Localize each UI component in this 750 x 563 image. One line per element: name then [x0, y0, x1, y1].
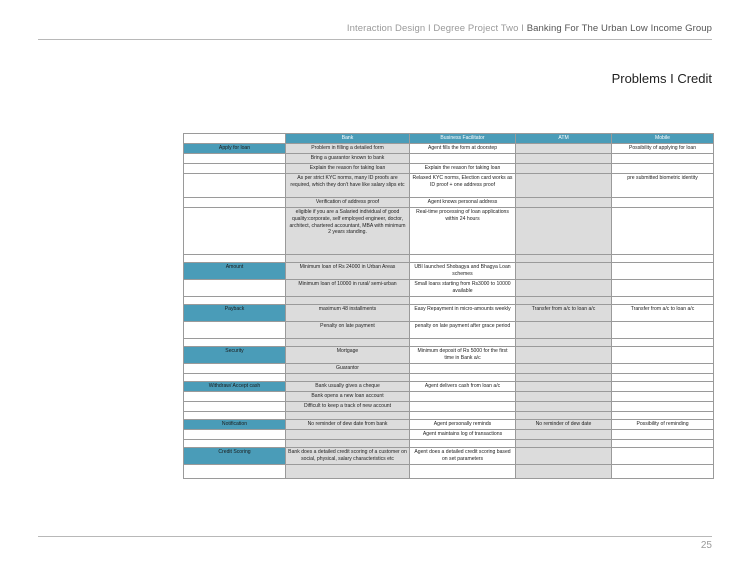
- cell: Possibility of applying for loan: [612, 144, 714, 154]
- cell: Explain the reason for taking loan: [410, 164, 516, 174]
- cell: [184, 364, 286, 374]
- cell: No reminder of dew date: [516, 420, 612, 430]
- table-row: [184, 392, 714, 402]
- table-row: [184, 164, 714, 174]
- spacer-row: [184, 339, 714, 347]
- cell: [184, 465, 286, 479]
- cell: As per strict KYC norms, many ID proofs are required, which they don't have like salary slips etc: [286, 174, 410, 198]
- header-prefix: Interaction Design I Degree Project Two I: [346, 23, 524, 34]
- cell: Penalty on late payment: [286, 322, 410, 339]
- category-payback: Payback: [184, 305, 286, 322]
- cell: [516, 322, 612, 339]
- cell: [516, 347, 612, 364]
- spacer-row: [184, 440, 714, 448]
- cell: UBI launched Shobagya and Bhagya Loan schemes: [410, 263, 516, 280]
- cell: Bank does a detailed credit scoring of a customer on social, physical, salary characteristics etc: [286, 448, 410, 465]
- cell: Agent delivers cash from loan a/c: [410, 382, 516, 392]
- cell: [516, 280, 612, 297]
- table-row: [184, 174, 714, 198]
- cell: Verification of address proof: [286, 198, 410, 208]
- page-title: Problems I Credit: [611, 71, 712, 86]
- cell: [516, 164, 612, 174]
- cell: [612, 198, 714, 208]
- cell: [184, 198, 286, 208]
- cell: Problem in filling a detailed form: [286, 144, 410, 154]
- cell: Agent does a detailed credit scoring based on set parameters: [410, 448, 516, 465]
- table-row: [184, 144, 714, 154]
- cell: [612, 465, 714, 479]
- cell: penalty on late payment after grace period: [410, 322, 516, 339]
- cell: [516, 154, 612, 164]
- header-divider: [38, 39, 712, 40]
- cell: [516, 144, 612, 154]
- cell: [516, 198, 612, 208]
- category-security: Security: [184, 347, 286, 364]
- table-row: [184, 198, 714, 208]
- cell: [184, 280, 286, 297]
- cell: [286, 430, 410, 440]
- footer-divider: [38, 536, 712, 537]
- cell: Minimum loan of Rs 24000 in Urban Areas: [286, 263, 410, 280]
- table-row: [184, 263, 714, 280]
- cell: [184, 430, 286, 440]
- cell: [516, 392, 612, 402]
- problems-table: [183, 133, 714, 479]
- cell: [516, 263, 612, 280]
- cell: Guarantor: [286, 364, 410, 374]
- cell: [516, 448, 612, 465]
- cell: Bring a guarantor known to bank: [286, 154, 410, 164]
- category-amount: Amount: [184, 263, 286, 280]
- cell: Bank usually gives a cheque: [286, 382, 410, 392]
- cell: [410, 465, 516, 479]
- category-notification: Notification: [184, 420, 286, 430]
- cell: [184, 154, 286, 164]
- page-number: 25: [700, 540, 712, 551]
- cell: [612, 347, 714, 364]
- category-credit-scoring: Credit Scoring: [184, 448, 286, 465]
- cell: [184, 322, 286, 339]
- spacer-row: [184, 255, 714, 263]
- cell: [516, 402, 612, 412]
- column-header-bank: Bank: [286, 134, 410, 144]
- cell: [612, 430, 714, 440]
- cell: Agent maintains log of transactions: [410, 430, 516, 440]
- cell: [184, 392, 286, 402]
- cell: No reminder of dew date from bank: [286, 420, 410, 430]
- category-withdraw-accept-cash: Withdraw/ Accept cash: [184, 382, 286, 392]
- table-row: [184, 154, 714, 164]
- cell: [612, 448, 714, 465]
- cell: [184, 208, 286, 255]
- cell: [410, 364, 516, 374]
- table-row: [184, 305, 714, 322]
- cell: Difficult to keep a track of new account: [286, 402, 410, 412]
- cell: eligible if you are a Salaried individual of good quality:corporate, self employed engineer, doctor, architect, chartered accountant, MBA with minimum 2 years standing.: [286, 208, 410, 255]
- table-row: [184, 430, 714, 440]
- spacer-row: [184, 297, 714, 305]
- header-corner: [184, 134, 286, 144]
- cell: Bank opens a new loan account: [286, 392, 410, 402]
- cell: [612, 322, 714, 339]
- table-row: [184, 322, 714, 339]
- cell: Agent personally reminds: [410, 420, 516, 430]
- table-row: [184, 465, 714, 479]
- header-project: Banking For The Urban Low Income Group: [526, 23, 712, 34]
- cell: [516, 430, 612, 440]
- cell: [286, 465, 410, 479]
- cell: Relaxed KYC norms, Election card works as ID proof + one address proof: [410, 174, 516, 198]
- table-row: [184, 382, 714, 392]
- cell: [516, 382, 612, 392]
- cell: [184, 402, 286, 412]
- cell: [612, 263, 714, 280]
- cell: Possibility of reminding: [612, 420, 714, 430]
- cell: [612, 164, 714, 174]
- cell: [184, 174, 286, 198]
- cell: Explain the reason for taking loan: [286, 164, 410, 174]
- cell: [184, 164, 286, 174]
- cell: [516, 364, 612, 374]
- cell: [612, 392, 714, 402]
- cell: Mortgage: [286, 347, 410, 364]
- column-header-mobile: Mobile: [612, 134, 714, 144]
- header-text: [347, 23, 712, 34]
- table-row: [184, 347, 714, 364]
- cell: Transfer from a/c to loan a/c: [612, 305, 714, 322]
- table-row: [184, 448, 714, 465]
- cell: pre submitted biometric identity: [612, 174, 714, 198]
- table-header-row: [184, 134, 714, 144]
- cell: [612, 208, 714, 255]
- spacer-row: [184, 412, 714, 420]
- cell: [410, 402, 516, 412]
- cell: [612, 402, 714, 412]
- cell: Easy Repayment in micro-amounts weekly: [410, 305, 516, 322]
- cell: [612, 364, 714, 374]
- cell: Agent fills the form at doorstep: [410, 144, 516, 154]
- cell: Small loans starting from Rs3000 to 10000 available: [410, 280, 516, 297]
- cell: maximum 48 installments: [286, 305, 410, 322]
- cell: [612, 382, 714, 392]
- cell: [612, 280, 714, 297]
- cell: Agent knows personal address: [410, 198, 516, 208]
- table-row: [184, 208, 714, 255]
- cell: [612, 154, 714, 164]
- column-header-atm: ATM: [516, 134, 612, 144]
- cell: Minimum deposit of Rs 5000 for the first time in Bank a/c: [410, 347, 516, 364]
- cell: [516, 174, 612, 198]
- cell: [516, 208, 612, 255]
- category-apply-for-loan: Apply for loan: [184, 144, 286, 154]
- cell: Minimum loan of 10000 in rural/ semi-urban: [286, 280, 410, 297]
- spacer-row: [184, 374, 714, 382]
- table-row: [184, 402, 714, 412]
- cell: Real-time processing of loan applications within 24 hours: [410, 208, 516, 255]
- table-row: [184, 364, 714, 374]
- cell: [410, 392, 516, 402]
- column-header-business-facilitator: Business Facilitator: [410, 134, 516, 144]
- cell: [410, 154, 516, 164]
- table-row: [184, 420, 714, 430]
- cell: Transfer from a/c to loan a/c: [516, 305, 612, 322]
- table-row: [184, 280, 714, 297]
- cell: [516, 465, 612, 479]
